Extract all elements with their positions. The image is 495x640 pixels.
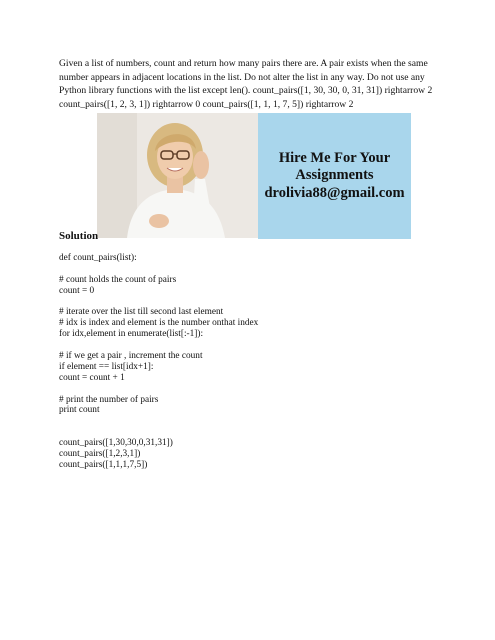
- code-line: # idx is index and element is the number onthat index: [59, 318, 259, 329]
- hire-me-banner: [258, 113, 411, 239]
- code-line: def count_pairs(list):: [59, 253, 137, 263]
- code-line: [59, 416, 439, 427]
- solution-code: [59, 253, 439, 471]
- code-line: count = 0: [59, 285, 95, 296]
- code-line: count_pairs([1,1,1,7,5]): [59, 459, 148, 470]
- code-line: count_pairs([1,2,3,1]): [59, 449, 141, 460]
- code-line: # count holds the count of pairs: [59, 274, 177, 285]
- code-line: [59, 340, 439, 351]
- code-line: [59, 427, 439, 438]
- code-line: [59, 264, 439, 275]
- code-line: count = count + 1: [59, 372, 125, 383]
- code-line: [59, 384, 439, 395]
- question-text: Given a list of numbers, count and return how many pairs there are. A pair exists when the same number appears in adjacent locations in the list. Do not alter the list in any way. Do not use any Python library functions with the list except len(). count_pairs([1, 30, 30, 0, 31, 31]) rightarrow 2 count_pairs([1, 2, 3, 1]) rightarrow 0 count_pairs([1, 1, 1, 7, 5]) rightarrow 2: [59, 58, 433, 110]
- woman-photo-illustration: [97, 113, 260, 238]
- tutor-photo: [97, 113, 260, 238]
- code-line: # print the number of pairs: [59, 394, 159, 405]
- code-line: if element == list[idx+1]:: [59, 361, 154, 372]
- banner-line-2: Assignments: [295, 167, 374, 184]
- code-line: count_pairs([1,30,30,0,31,31]): [59, 438, 173, 449]
- code-line: # iterate over the list till second last element: [59, 307, 224, 318]
- code-line: [59, 297, 439, 308]
- solution-heading: Solution: [59, 230, 99, 242]
- code-line: for idx,element in enumerate(list[:-1]):: [59, 329, 204, 340]
- code-line: # if we get a pair , increment the count: [59, 351, 203, 362]
- code-line: print count: [59, 405, 100, 416]
- banner-line-1: Hire Me For Your: [278, 149, 391, 166]
- banner-email: drolivia88@gmail.com: [264, 184, 405, 201]
